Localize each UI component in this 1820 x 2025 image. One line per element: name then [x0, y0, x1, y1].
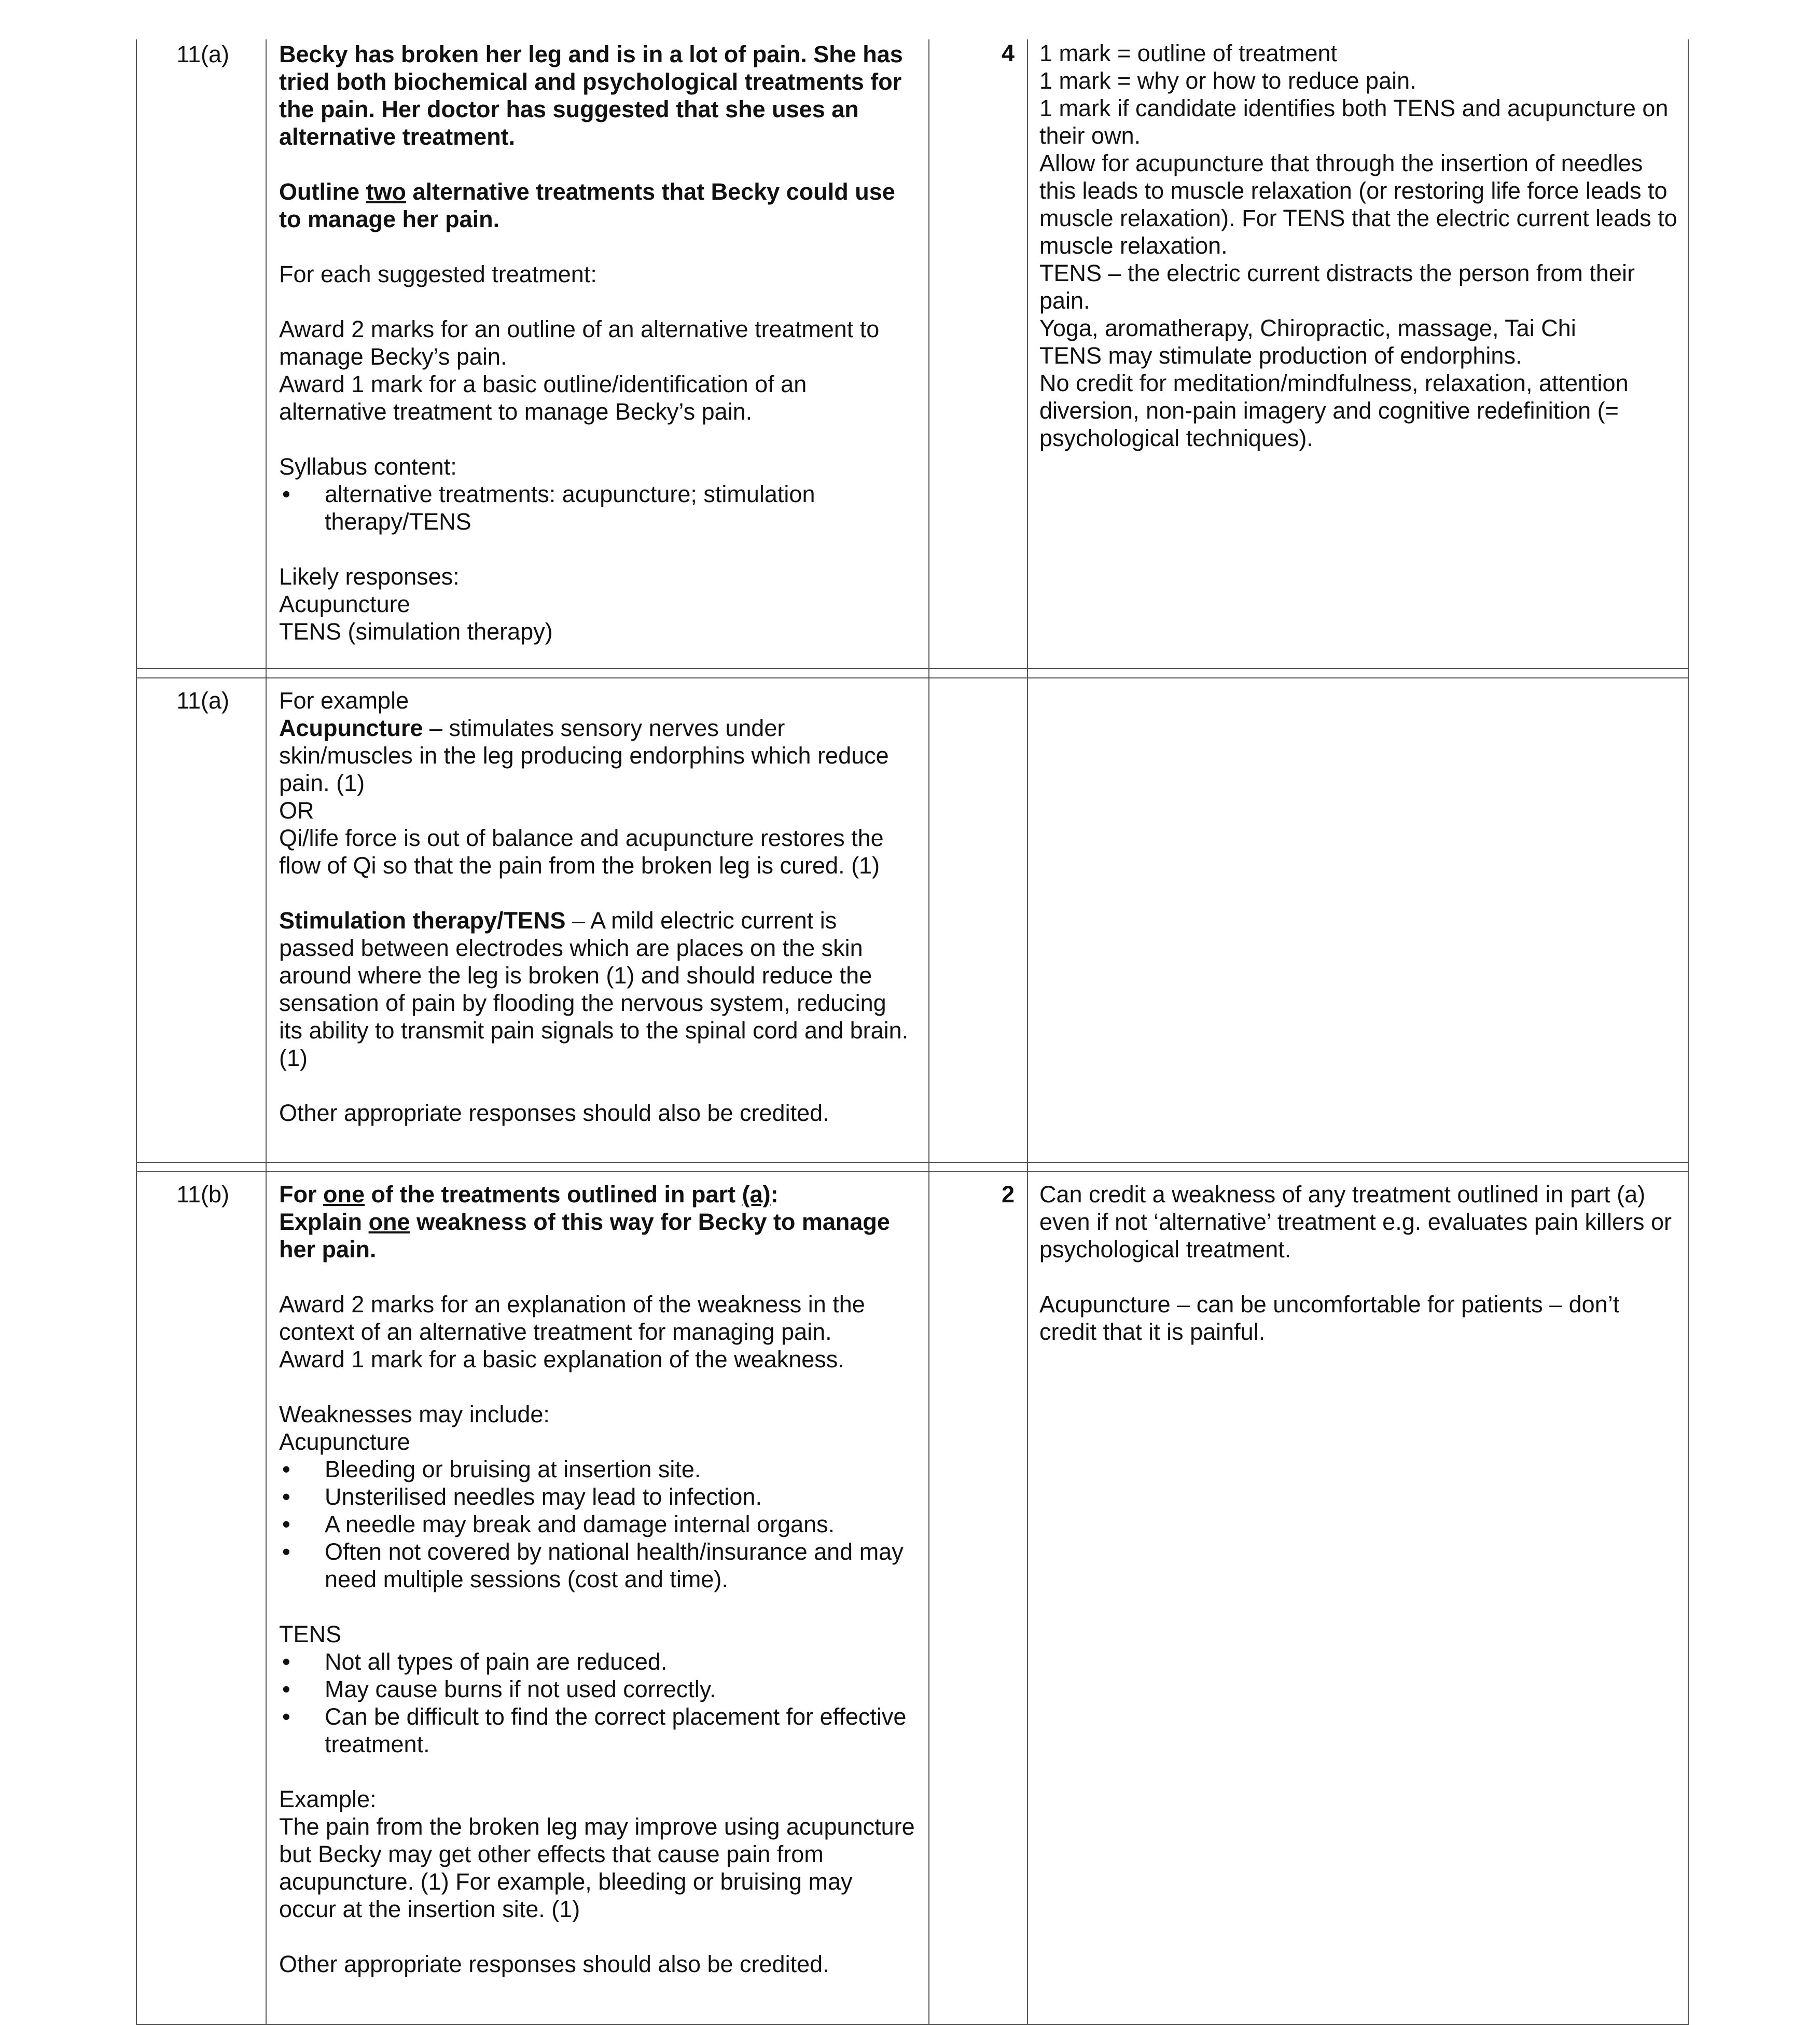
guidance-line: 1 mark if candidate identifies both TENS and acupuncture on their own.: [1039, 95, 1669, 149]
row-separator: [136, 669, 1688, 678]
acupuncture-heading: Acupuncture: [279, 1428, 410, 1455]
guidance-line: No credit for meditation/mindfulness, relaxation, attention diversion, non-pain imagery and cognitive redefinition (= psychological techniques).: [1039, 370, 1629, 451]
for-each-text: For each suggested treatment:: [279, 261, 597, 287]
answer-cell: [266, 678, 929, 1162]
tens-answer: Stimulation therapy/TENS – A mild electric current is passed between electrodes which are places on the skin around where the leg is broken (1) and should reduce the sensation of pain by flooding the nervous system, reducing its ability to transmit pain signals to the spinal cord and brain. (1): [279, 907, 909, 1071]
question-text: Becky has broken her leg and is in a lot of pain. She has tried both biochemical and psychological treatments for the pain. Her doctor has suggested that she uses an alternative treatment.: [279, 41, 903, 150]
example-heading: Example:: [279, 1786, 377, 1812]
acupuncture-answer: Acupuncture – stimulates sensory nerves under skin/muscles in the leg producing endorphins which reduce pain. (1): [279, 715, 889, 796]
table-row: [136, 1172, 1688, 2024]
list-item: • Often not covered by national health/insurance and may need multiple sessions (cost and time).: [279, 1538, 916, 1593]
table-row: [136, 678, 1688, 1162]
syllabus-heading: Syllabus content:: [279, 453, 457, 480]
for-example-text: For example: [279, 687, 409, 714]
likely-heading: Likely responses:: [279, 563, 460, 590]
weakness-heading: Weaknesses may include:: [279, 1401, 550, 1427]
answer-cell: [266, 1172, 929, 2024]
list-item: • A needle may break and damage internal organs.: [279, 1510, 916, 1538]
example-text: The pain from the broken leg may improve using acupuncture but Becky may get other effects that cause pain from acupuncture. (1) For example, bleeding or bruising may occur at the insertion site. (1): [279, 1813, 915, 1922]
tens-weakness-list: [279, 1648, 916, 1758]
guidance-line: Allow for acupuncture that through the insertion of needles this leads to muscle relaxation (or restoring life force leads to muscle relaxation). For TENS that the electric current leads to muscle relaxation.: [1039, 150, 1677, 259]
award-2-text: Award 2 marks for an outline of an alternative treatment to manage Becky’s pain.: [279, 316, 880, 370]
likely-item: Acupuncture: [279, 591, 410, 617]
question-instruction: Explain one weakness of this way for Becky to manage her pain.: [279, 1209, 890, 1263]
list-item: • May cause burns if not used correctly.: [279, 1675, 916, 1703]
guidance-cell: [1027, 39, 1688, 669]
question-number: 11(b): [136, 1172, 266, 2024]
syllabus-list: [279, 480, 916, 535]
qi-answer: Qi/life force is out of balance and acupuncture restores the flow of Qi so that the pain from the broken leg is cured. (1): [279, 825, 884, 879]
list-item: • Bleeding or bruising at insertion site.: [279, 1455, 916, 1483]
table-row: [136, 39, 1688, 669]
other-responses-text: Other appropriate responses should also be credited.: [279, 1951, 829, 1977]
guidance-line: TENS may stimulate production of endorphins.: [1039, 342, 1522, 369]
mark-scheme-table: [136, 39, 1689, 2025]
guidance-line: Yoga, aromatherapy, Chiropractic, massage, Tai Chi: [1039, 315, 1576, 341]
list-item: • Not all types of pain are reduced.: [279, 1648, 916, 1675]
list-item: • alternative treatments: acupuncture; stimulation therapy/TENS: [279, 480, 916, 535]
question-text: For one of the treatments outlined in part (a):: [279, 1181, 779, 1208]
question-number: 11(a): [136, 678, 266, 1162]
acupuncture-weakness-list: [279, 1455, 916, 1593]
tens-heading: TENS: [279, 1621, 342, 1647]
guidance-line: 1 mark = why or how to reduce pain.: [1039, 67, 1416, 94]
or-text: OR: [279, 797, 314, 824]
guidance-line: Acupuncture – can be uncomfortable for patients – don’t credit that it is painful.: [1039, 1291, 1620, 1345]
other-responses-text: Other appropriate responses should also be credited.: [279, 1100, 829, 1126]
row-separator: [136, 1162, 1688, 1172]
likely-item: TENS (simulation therapy): [279, 618, 553, 645]
answer-cell: [266, 39, 929, 669]
guidance-cell: [1027, 1172, 1688, 2024]
award-1-text: Award 1 mark for a basic outline/identification of an alternative treatment to manage Becky’s pain.: [279, 371, 807, 425]
guidance-line: Can credit a weakness of any treatment outlined in part (a) even if not ‘alternative’ treatment e.g. evaluates pain killers or psychological treatment.: [1039, 1181, 1672, 1263]
marks-cell: 4: [929, 39, 1027, 669]
list-item: • Can be difficult to find the correct placement for effective treatment.: [279, 1703, 916, 1758]
guidance-line: TENS – the electric current distracts the person from their pain.: [1039, 260, 1635, 314]
marks-cell: 2: [929, 1172, 1027, 2024]
list-item: • Unsterilised needles may lead to infection.: [279, 1483, 916, 1510]
question-instruction: Outline two alternative treatments that Becky could use to manage her pain.: [279, 178, 895, 232]
marks-cell: [929, 678, 1027, 1162]
award-1-text: Award 1 mark for a basic explanation of the weakness.: [279, 1346, 844, 1372]
guidance-line: 1 mark = outline of treatment: [1039, 40, 1338, 66]
award-2-text: Award 2 marks for an explanation of the weakness in the context of an alternative treatment for managing pain.: [279, 1291, 865, 1345]
question-number: 11(a): [136, 39, 266, 669]
guidance-cell: [1027, 678, 1688, 1162]
